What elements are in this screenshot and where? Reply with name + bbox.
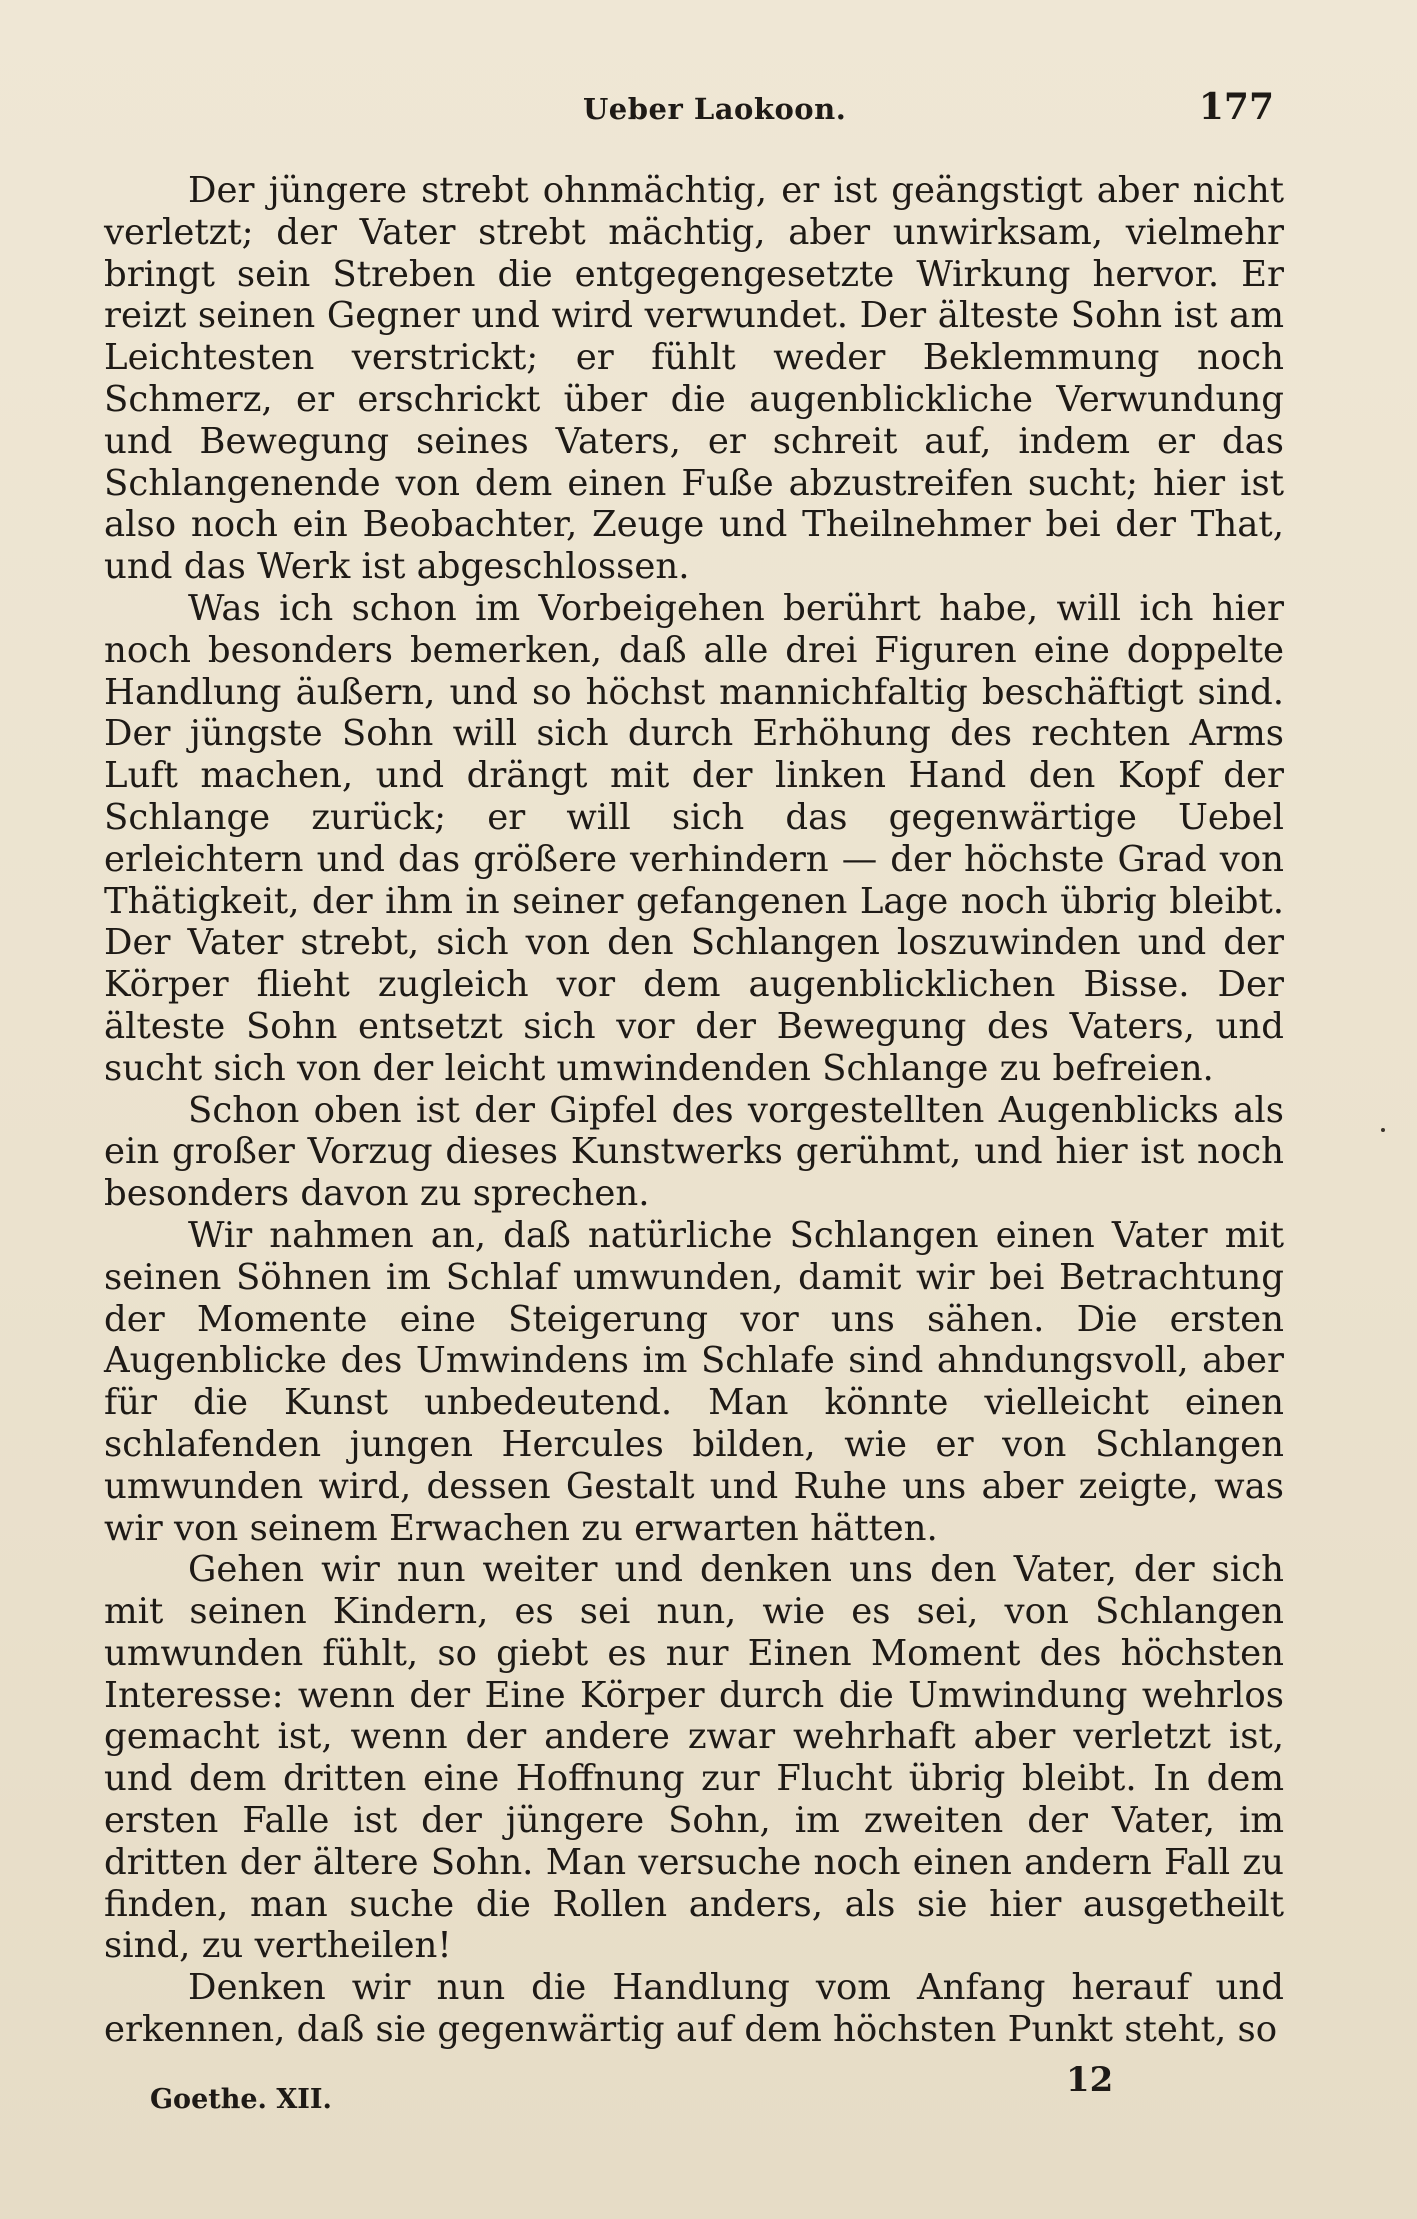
signature-line: Goethe. XII.	[150, 2084, 332, 2115]
paragraph: Schon oben ist der Gipfel des vorgestellten Augenblicks als ein großer Vorzug dieses Kunstwerks gerühmt, und hier ist noch besonders davon zu sprechen.	[104, 1089, 1284, 1215]
paragraph: Was ich schon im Vorbeigehen berührt habe, will ich hier noch besonders bemerken, daß alle drei Figuren eine doppelte Handlung äußern, und so höchst mannichfaltig beschäftigt sind. Der jüngste Sohn will sich durch Erhöhung des rechten Arms Luft machen, und drängt mit der linken Hand den Kopf der Schlange zurück; er will sich das gegenwärtige Uebel erleichtern und das größere verhindern — der höchste Grad von Thätigkeit, der ihm in seiner gefangenen Lage noch übrig bleibt. Der Vater strebt, sich von den Schlangen loszuwinden und der Körper flieht zugleich vor dem augenblicklichen Bisse. Der älteste Sohn entsetzt sich vor der Bewegung des Vaters, und sucht sich von der leicht umwindenden Schlange zu befreien.	[104, 587, 1284, 1089]
body-text	[104, 170, 1284, 2051]
paragraph: Der jüngere strebt ohnmächtig, er ist geängstigt aber nicht verletzt; der Vater strebt mächtig, aber unwirksam, vielmehr bringt sein Streben die entgegengesetzte Wirkung hervor. Er reizt seinen Gegner und wird verwundet. Der älteste Sohn ist am Leichtesten verstrickt; er fühlt weder Beklemmung noch Schmerz, er erschrickt über die augenblickliche Verwundung und Bewegung seines Vaters, er schreit auf, indem er das Schlangenende von dem einen Fuße abzustreifen sucht; hier ist also noch ein Beobachter, Zeuge und Theilnehmer bei der That, und das Werk ist abgeschlossen.	[104, 170, 1284, 588]
paragraph: Wir nahmen an, daß natürliche Schlangen einen Vater mit seinen Söhnen im Schlaf umwunden, damit wir bei Betrachtung der Momente eine Steigerung vor uns sähen. Die ersten Augenblicke des Umwindens im Schlafe sind ahndungsvoll, aber für die Kunst unbedeutend. Man könnte vielleicht einen schlafenden jungen Hercules bilden, wie er von Schlangen umwunden wird, dessen Gestalt und Ruhe uns aber zeigte, was wir von seinem Erwachen zu erwarten hätten.	[104, 1214, 1284, 1549]
page-number: 177	[1198, 86, 1274, 128]
running-head: Ueber Laokoon.	[583, 92, 847, 126]
paragraph: Gehen wir nun weiter und denken uns den Vater, der sich mit seinen Kindern, es sei nun, wie es sei, von Schlangen umwunden fühlt, so giebt es nur Einen Moment des höchsten Interesse: wenn der Eine Körper durch die Umwindung wehrlos gemacht ist, wenn der andere zwar wehrhaft aber verletzt ist, und dem dritten eine Hoffnung zur Flucht übrig bleibt. In dem ersten Falle ist der jüngere Sohn, im zweiten der Vater, im dritten der ältere Sohn. Man versuche noch einen andern Fall zu finden, man suche die Rollen anders, als sie hier ausgetheilt sind, zu vertheilen!	[104, 1549, 1284, 1967]
ink-speck	[1381, 1128, 1385, 1132]
sheet-mark: 12	[1066, 2060, 1114, 2100]
paragraph: Denken wir nun die Handlung vom Anfang herauf und erkennen, daß sie gegenwärtig auf dem höchsten Punkt steht, so	[104, 1967, 1284, 2051]
